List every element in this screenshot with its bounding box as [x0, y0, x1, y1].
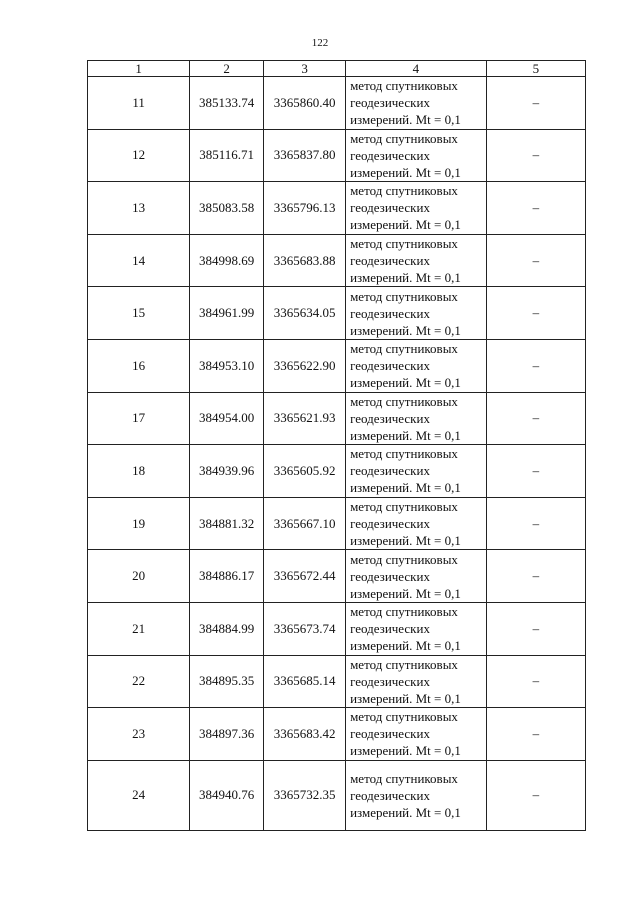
method-text-line: метод спутниковых	[350, 393, 458, 409]
table-row	[88, 287, 586, 340]
x-coordinate-cell: 384953.10	[190, 339, 264, 392]
method-text-line: геодезических	[350, 253, 430, 269]
note-cell: –	[486, 392, 585, 445]
method-text-line: измерений. Mt = 0,1	[350, 533, 461, 549]
method-cell	[346, 234, 487, 287]
table-row	[88, 339, 586, 392]
method-text-line: измерений. Mt = 0,1	[350, 217, 461, 233]
note-cell: –	[486, 234, 585, 287]
method-text-line: измерений. Mt = 0,1	[350, 375, 461, 391]
table-row	[88, 550, 586, 603]
table-row	[88, 497, 586, 550]
y-coordinate-cell: 3365622.90	[264, 339, 346, 392]
point-number-cell: 15	[88, 287, 190, 340]
method-cell	[346, 392, 487, 445]
method-text-line: метод спутниковых	[350, 341, 458, 357]
note-cell: –	[486, 445, 585, 498]
note-cell: –	[486, 77, 585, 130]
method-cell	[346, 129, 487, 182]
y-coordinate-cell: 3365796.13	[264, 182, 346, 235]
point-number-cell: 20	[88, 550, 190, 603]
method-text-line: геодезических	[350, 621, 430, 637]
method-text-line: измерений. Mt = 0,1	[350, 427, 461, 443]
method-cell	[346, 77, 487, 130]
note-cell: –	[486, 602, 585, 655]
point-number-cell: 18	[88, 445, 190, 498]
x-coordinate-cell: 385116.71	[190, 129, 264, 182]
table-row	[88, 760, 586, 830]
y-coordinate-cell: 3365685.14	[264, 655, 346, 708]
point-number-cell: 21	[88, 602, 190, 655]
y-coordinate-cell: 3365673.74	[264, 602, 346, 655]
method-text-line: геодезических	[350, 95, 430, 111]
table-row	[88, 392, 586, 445]
x-coordinate-cell: 385083.58	[190, 182, 264, 235]
method-text-line: измерений. Mt = 0,1	[350, 585, 461, 601]
method-cell	[346, 445, 487, 498]
method-text-line: метод спутниковых	[350, 709, 458, 725]
method-text-line: метод спутниковых	[350, 446, 458, 462]
method-text-line: метод спутниковых	[350, 499, 458, 515]
table-row	[88, 77, 586, 130]
x-coordinate-cell: 385133.74	[190, 77, 264, 130]
method-text-line: метод спутниковых	[350, 656, 458, 672]
x-coordinate-cell: 384961.99	[190, 287, 264, 340]
column-header-4: 4	[346, 61, 487, 77]
method-text-line: геодезических	[350, 305, 430, 321]
point-number-cell: 12	[88, 129, 190, 182]
column-header-1: 1	[88, 61, 190, 77]
point-number-cell: 11	[88, 77, 190, 130]
method-text-line: метод спутниковых	[350, 288, 458, 304]
y-coordinate-cell: 3365683.42	[264, 708, 346, 761]
method-cell	[346, 550, 487, 603]
x-coordinate-cell: 384998.69	[190, 234, 264, 287]
method-text-line: метод спутниковых	[350, 551, 458, 567]
note-cell: –	[486, 708, 585, 761]
x-coordinate-cell: 384895.35	[190, 655, 264, 708]
method-text-line: измерений. Mt = 0,1	[350, 270, 461, 286]
method-text-line: измерений. Mt = 0,1	[350, 638, 461, 654]
method-cell	[346, 182, 487, 235]
method-text-line: измерений. Mt = 0,1	[350, 743, 461, 759]
point-number-cell: 23	[88, 708, 190, 761]
table-body	[88, 77, 586, 831]
x-coordinate-cell: 384954.00	[190, 392, 264, 445]
method-cell	[346, 339, 487, 392]
method-text-line: метод спутниковых	[350, 604, 458, 620]
note-cell: –	[486, 287, 585, 340]
method-text-line: метод спутниковых	[350, 78, 458, 94]
note-cell: –	[486, 760, 585, 830]
point-number-cell: 14	[88, 234, 190, 287]
method-text-line: измерений. Mt = 0,1	[350, 164, 461, 180]
method-text-line: метод спутниковых	[350, 770, 458, 786]
method-text-line: измерений. Mt = 0,1	[350, 480, 461, 496]
method-text-line: измерений. Mt = 0,1	[350, 112, 461, 128]
point-number-cell: 22	[88, 655, 190, 708]
method-text-line: геодезических	[350, 200, 430, 216]
method-text-line: метод спутниковых	[350, 236, 458, 252]
method-text-line: геодезических	[350, 463, 430, 479]
method-text-line: метод спутниковых	[350, 183, 458, 199]
method-cell	[346, 708, 487, 761]
method-text-line: геодезических	[350, 516, 430, 532]
method-text-line: геодезических	[350, 358, 430, 374]
table-row	[88, 182, 586, 235]
y-coordinate-cell: 3365605.92	[264, 445, 346, 498]
column-header-2: 2	[190, 61, 264, 77]
method-cell	[346, 655, 487, 708]
page-number: 122	[311, 37, 329, 49]
x-coordinate-cell: 384939.96	[190, 445, 264, 498]
note-cell: –	[486, 497, 585, 550]
method-text-line: геодезических	[350, 568, 430, 584]
x-coordinate-cell: 384884.99	[190, 602, 264, 655]
method-cell	[346, 760, 487, 830]
method-text-line: метод спутниковых	[350, 130, 458, 146]
x-coordinate-cell: 384881.32	[190, 497, 264, 550]
x-coordinate-cell: 384886.17	[190, 550, 264, 603]
table-header-row	[88, 61, 586, 77]
method-text-line: измерений. Mt = 0,1	[350, 690, 461, 706]
x-coordinate-cell: 384897.36	[190, 708, 264, 761]
method-text-line: измерений. Mt = 0,1	[350, 322, 461, 338]
method-text-line: геодезических	[350, 147, 430, 163]
y-coordinate-cell: 3365672.44	[264, 550, 346, 603]
table-row	[88, 129, 586, 182]
note-cell: –	[486, 182, 585, 235]
table-row	[88, 445, 586, 498]
point-number-cell: 16	[88, 339, 190, 392]
method-text-line: геодезических	[350, 673, 430, 689]
y-coordinate-cell: 3365732.35	[264, 760, 346, 830]
table-row	[88, 708, 586, 761]
table-row	[88, 234, 586, 287]
point-number-cell: 19	[88, 497, 190, 550]
y-coordinate-cell: 3365683.88	[264, 234, 346, 287]
method-text-line: геодезических	[350, 726, 430, 742]
y-coordinate-cell: 3365837.80	[264, 129, 346, 182]
table-row	[88, 655, 586, 708]
column-header-5: 5	[486, 61, 585, 77]
column-header-3: 3	[264, 61, 346, 77]
coordinates-table	[87, 60, 586, 831]
note-cell: –	[486, 655, 585, 708]
method-text-line: геодезических	[350, 787, 430, 803]
note-cell: –	[486, 550, 585, 603]
method-cell	[346, 497, 487, 550]
method-text-line: геодезических	[350, 410, 430, 426]
y-coordinate-cell: 3365860.40	[264, 77, 346, 130]
note-cell: –	[486, 339, 585, 392]
method-text-line: измерений. Mt = 0,1	[350, 804, 461, 820]
table-row	[88, 602, 586, 655]
method-cell	[346, 287, 487, 340]
y-coordinate-cell: 3365634.05	[264, 287, 346, 340]
point-number-cell: 17	[88, 392, 190, 445]
y-coordinate-cell: 3365667.10	[264, 497, 346, 550]
y-coordinate-cell: 3365621.93	[264, 392, 346, 445]
method-cell	[346, 602, 487, 655]
point-number-cell: 24	[88, 760, 190, 830]
point-number-cell: 13	[88, 182, 190, 235]
note-cell: –	[486, 129, 585, 182]
x-coordinate-cell: 384940.76	[190, 760, 264, 830]
